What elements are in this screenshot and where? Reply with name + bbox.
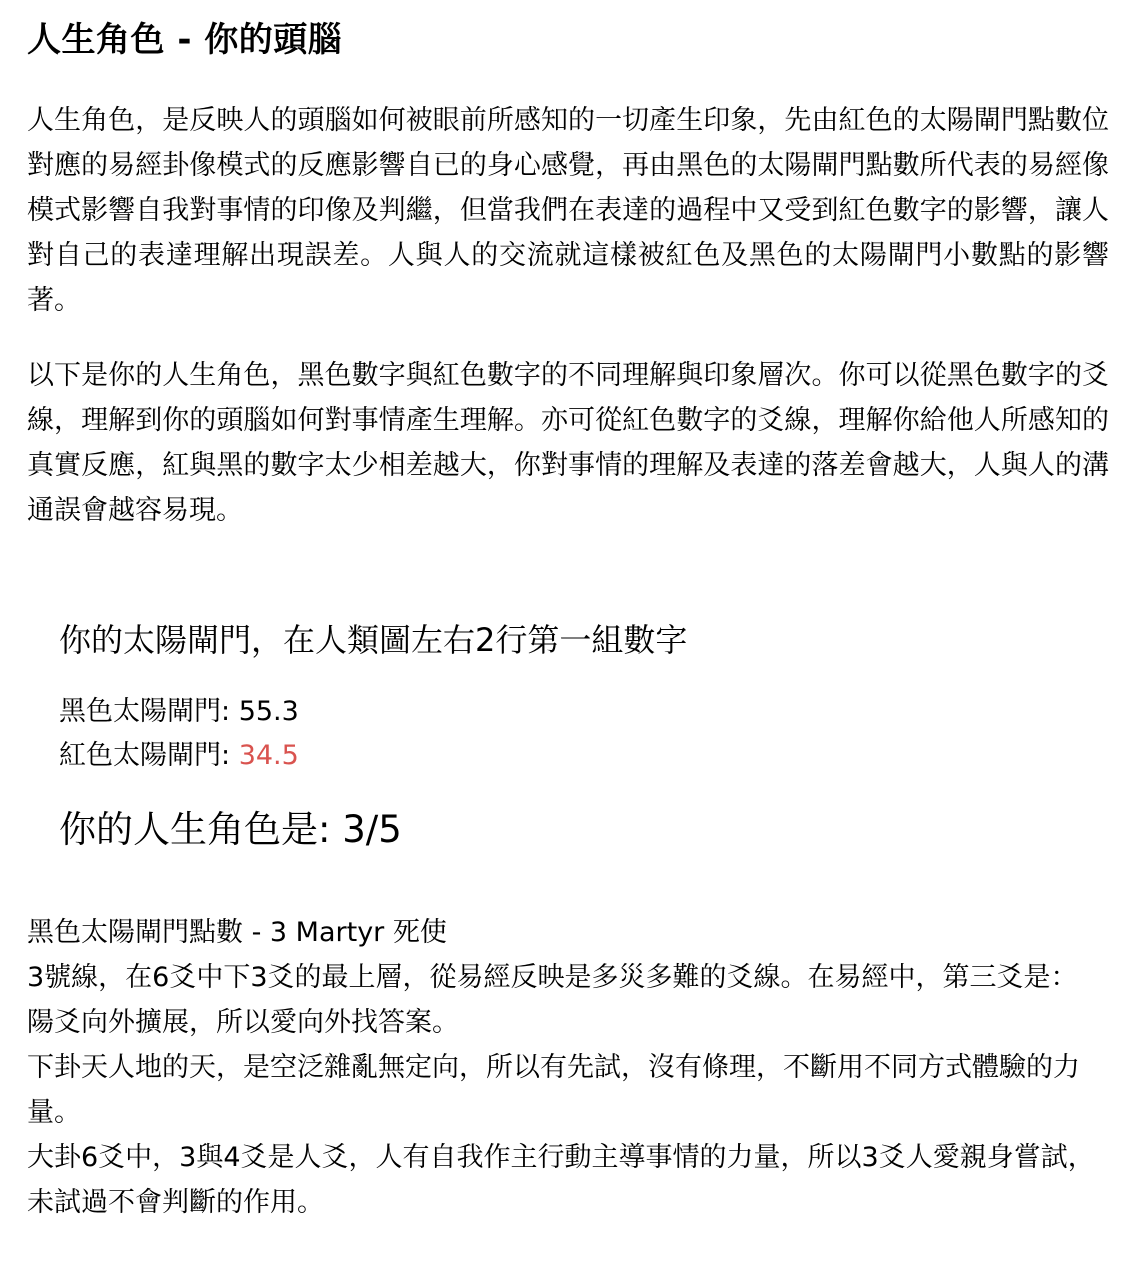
- red-sun-gate-label: 紅色太陽閘門:: [59, 740, 239, 771]
- intro-paragraph-1: 人生角色，是反映人的頭腦如何被眼前所感知的一切產生印象，先由紅色的太陽閘門點數位對應的易經卦像模式的反應影響自已的身心感覺，再由黑色的太陽閘門點數所代表的易經像模式影響自我對事情的印像及判繼，但當我們在表達的過程中又受到紅色數字的影響，讓人對自己的表達理解出現誤差。人與人的交流就這樣被紅色及黑色的太陽閘門小數點的影響著。: [27, 105, 1109, 316]
- line-description-text: 3號線，在6爻中下3爻的最上層，從易經反映是多災多難的爻線。在易經中，第三爻是：: [27, 962, 1078, 993]
- black-sun-gate-label: 黑色太陽閘門:: [59, 696, 239, 727]
- red-sun-gate-value: 34.5: [238, 740, 299, 771]
- line-description-text: 陽爻向外擴展，所以愛向外找答案。: [27, 1007, 459, 1038]
- profile-result: [59, 802, 402, 858]
- line-description-text: 下卦天人地的天，是空泛雜亂無定向，所以有先試，沒有條理，不斷用不同方式體驗的力量。: [27, 1052, 1080, 1128]
- line-description-text: 大卦6爻中，3與4爻是人爻，人有自我作主行動主導事情的力量，所以3爻人愛親身嘗試，未試過不會判斷的作用。: [27, 1142, 1095, 1218]
- profile-value: 3/5: [342, 808, 402, 851]
- profile-label: 你的人生角色是:: [59, 808, 343, 851]
- black-sun-gate-value: 55.3: [238, 696, 299, 727]
- page-title: 人生角色 - 你的頭腦: [27, 20, 343, 60]
- line-description: [27, 910, 1109, 1225]
- red-sun-gate-row: [59, 734, 299, 778]
- intro-paragraph-2: 以下是你的人生角色，黑色數字與紅色數字的不同理解與印象層次。你可以從黑色數字的爻線，理解到你的頭腦如何對事情產生理解。亦可從紅色數字的爻線，理解你給他人所感知的真實反應，紅與黑的數字太少相差越大，你對事情的理解及表達的落差會越大，人與人的溝通誤會越容易現。: [27, 360, 1109, 526]
- black-sun-gate-row: [59, 690, 299, 734]
- line-description-heading: 黑色太陽閘門點數 - 3 Martyr 死使: [27, 917, 447, 948]
- sun-gate-heading: 你的太陽閘門，在人類圖左右2行第一組數字: [59, 621, 688, 659]
